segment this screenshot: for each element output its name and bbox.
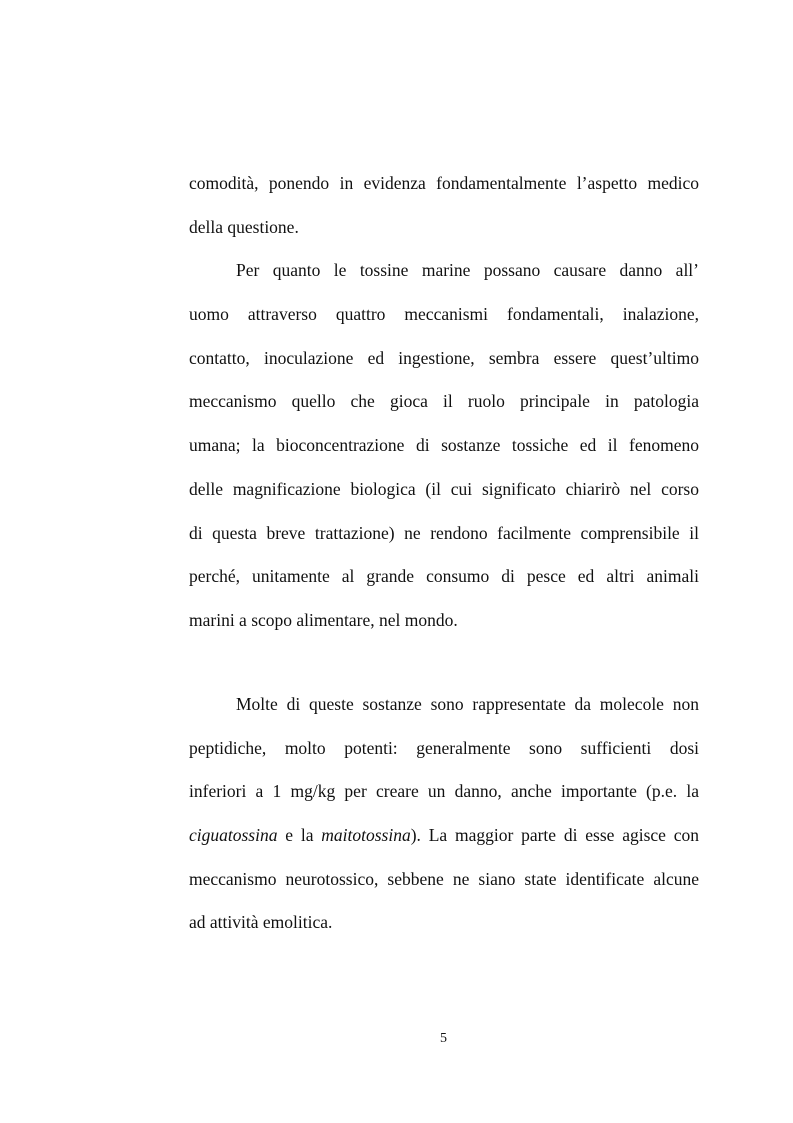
text-line: Molte di queste sostanze sono rappresentate da molecole non (236, 694, 699, 714)
text-line: uomo attraverso quattro meccanismi fondamentali, inalazione, (189, 304, 699, 325)
text-line: delle magnificazione biologica (il cui significato chiarirò nel corso (189, 478, 699, 499)
paragraph-2 (189, 260, 699, 653)
text-line: ad attività emolitica. (189, 912, 333, 933)
paragraph-1 (189, 173, 699, 260)
text-line-with-italics (189, 825, 699, 869)
text-line: meccanismo neurotossico, sebbene ne siano state identificate alcune (189, 868, 699, 889)
text-line: inferiori a 1 mg/kg per creare un danno, anche importante (p.e. la (189, 781, 699, 802)
text-block-upper (189, 173, 699, 654)
text-line: contatto, inoculazione ed ingestione, sembra essere quest’ultimo (189, 347, 699, 368)
text-line: umana; la bioconcentrazione di sostanze tossiche ed il fenomeno (189, 435, 699, 456)
text-line: di questa breve trattazione) ne rendono facilmente comprensibile il (189, 522, 699, 543)
text-line: marini a scopo alimentare, nel mondo. (189, 609, 458, 630)
text-line: della questione. (189, 216, 299, 237)
text-fragment: e la (277, 825, 322, 846)
page-number: 5 (440, 1031, 447, 1046)
italic-term-ciguatossina: ciguatossina (189, 825, 278, 846)
text-fragment: ). La maggior parte di esse agisce con (410, 825, 699, 846)
italic-term-maitotossina: maitotossina (321, 825, 411, 846)
text-line: meccanismo quello che gioca il ruolo principale in patologia (189, 391, 699, 412)
text-line: peptidiche, molto potenti: generalmente sono sufficienti dosi (189, 737, 699, 758)
text-block-lower (189, 694, 699, 956)
text-line: Per quanto le tossine marine possano causare danno all’ (236, 260, 699, 281)
paragraph-3 (189, 694, 699, 956)
text-line: perché, unitamente al grande consumo di pesce ed altri animali (189, 566, 699, 587)
text-line: comodità, ponendo in evidenza fondamentalmente l’aspetto medico (189, 173, 699, 193)
